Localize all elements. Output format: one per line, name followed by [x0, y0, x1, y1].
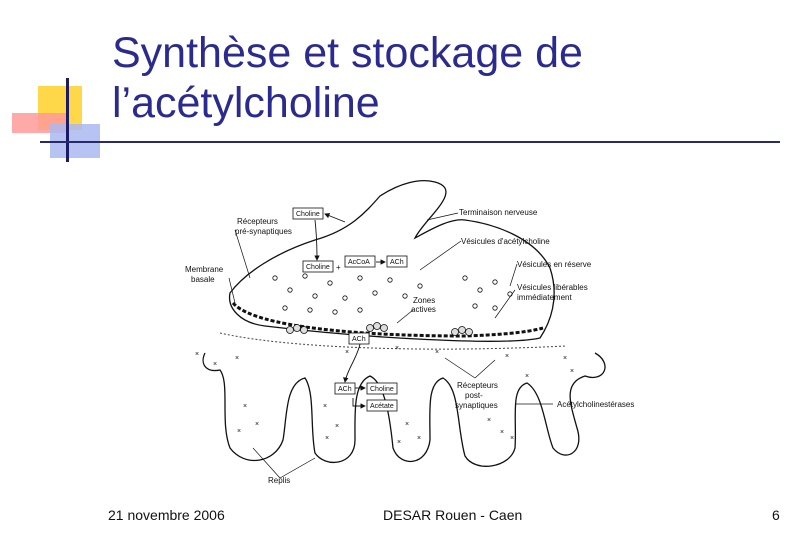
- svg-text:Choline: Choline: [306, 264, 330, 271]
- vesicles: [273, 274, 512, 314]
- svg-text:×: ×: [570, 368, 575, 375]
- svg-text:×: ×: [255, 421, 260, 428]
- postsynaptic-folds: [203, 353, 605, 466]
- label-vesicules-reserve: Vésicules en réserve: [517, 260, 592, 269]
- pathway-arrows: [315, 214, 385, 406]
- synapse-diagram: [165, 178, 635, 488]
- svg-text:×: ×: [213, 361, 218, 368]
- svg-text:×: ×: [500, 429, 505, 436]
- label-vesicules-liberables: Vésicules libérables: [517, 283, 588, 292]
- presynaptic-membrane: [233, 303, 543, 336]
- label-recepteurs-post-3: synaptiques: [455, 401, 498, 410]
- svg-text:Acétate: Acétate: [370, 403, 394, 410]
- slide-title: [112, 28, 772, 128]
- svg-text:×: ×: [243, 403, 248, 410]
- footer-page-number: 6: [772, 507, 780, 523]
- label-replis: Replis: [268, 476, 291, 485]
- label-terminaison: Terminaison nerveuse: [459, 208, 538, 217]
- pointer-lines: [229, 213, 553, 478]
- label-acetylcholinesterases: Acétylcholinestérases: [557, 400, 635, 409]
- title-line-2: l’acétylcholine: [112, 79, 380, 127]
- svg-text:AcCoA: AcCoA: [348, 259, 370, 266]
- svg-text:×: ×: [563, 355, 568, 362]
- box-choline-top: [293, 208, 323, 219]
- svg-text:×: ×: [525, 373, 530, 380]
- label-recepteurs-post-1: Récepteurs: [457, 381, 498, 390]
- svg-text:×: ×: [397, 439, 402, 446]
- svg-text:×: ×: [335, 423, 340, 430]
- label-zones-1: Zones: [413, 296, 436, 305]
- label-zones-2: actives: [411, 305, 436, 314]
- svg-text:×: ×: [505, 353, 510, 360]
- svg-text:×: ×: [435, 349, 440, 356]
- svg-text:×: ×: [237, 428, 242, 435]
- svg-text:Choline: Choline: [370, 386, 394, 393]
- svg-text:×: ×: [345, 349, 350, 356]
- svg-text:×: ×: [325, 435, 330, 442]
- svg-text:×: ×: [405, 421, 410, 428]
- label-vesicules-ach: Vésicules d'acétylcholine: [461, 237, 550, 246]
- svg-text:×: ×: [195, 351, 200, 358]
- svg-text:ACh: ACh: [352, 336, 366, 343]
- footer-center: DESAR Rouen - Caen: [383, 507, 523, 523]
- footer-date: 21 novembre 2006: [108, 507, 225, 523]
- title-underline: [40, 141, 780, 143]
- svg-text:×: ×: [323, 403, 328, 410]
- sign-plus: +: [336, 263, 341, 272]
- label-membrane-1: Membrane: [185, 265, 224, 274]
- box-choline-low: [367, 383, 397, 394]
- box-choline-mid: [303, 261, 333, 272]
- label-membrane-2: basale: [191, 275, 215, 284]
- box-ach-top: [387, 256, 407, 267]
- label-recepteurs-pre-2: pré-synaptiques: [235, 227, 292, 236]
- svg-text:×: ×: [417, 435, 422, 442]
- title-line-1: Synthèse et stockage de: [112, 29, 583, 77]
- label-recepteurs-pre-1: Récepteurs: [237, 217, 278, 226]
- box-ach-mid: [349, 333, 369, 344]
- label-immediatement: immédiatement: [517, 293, 572, 302]
- svg-text:ACh: ACh: [338, 386, 352, 393]
- svg-text:×: ×: [235, 355, 240, 362]
- label-recepteurs-post-2: post-: [465, 391, 483, 400]
- svg-text:Choline: Choline: [296, 211, 320, 218]
- box-acetylcoa: [345, 256, 375, 267]
- box-acetate: [367, 400, 397, 411]
- svg-text:×: ×: [395, 345, 400, 352]
- svg-text:×: ×: [510, 435, 515, 442]
- box-ach-low: [335, 383, 355, 394]
- svg-text:ACh: ACh: [390, 259, 404, 266]
- decor-vertical-line: [66, 78, 69, 162]
- svg-text:×: ×: [487, 417, 492, 424]
